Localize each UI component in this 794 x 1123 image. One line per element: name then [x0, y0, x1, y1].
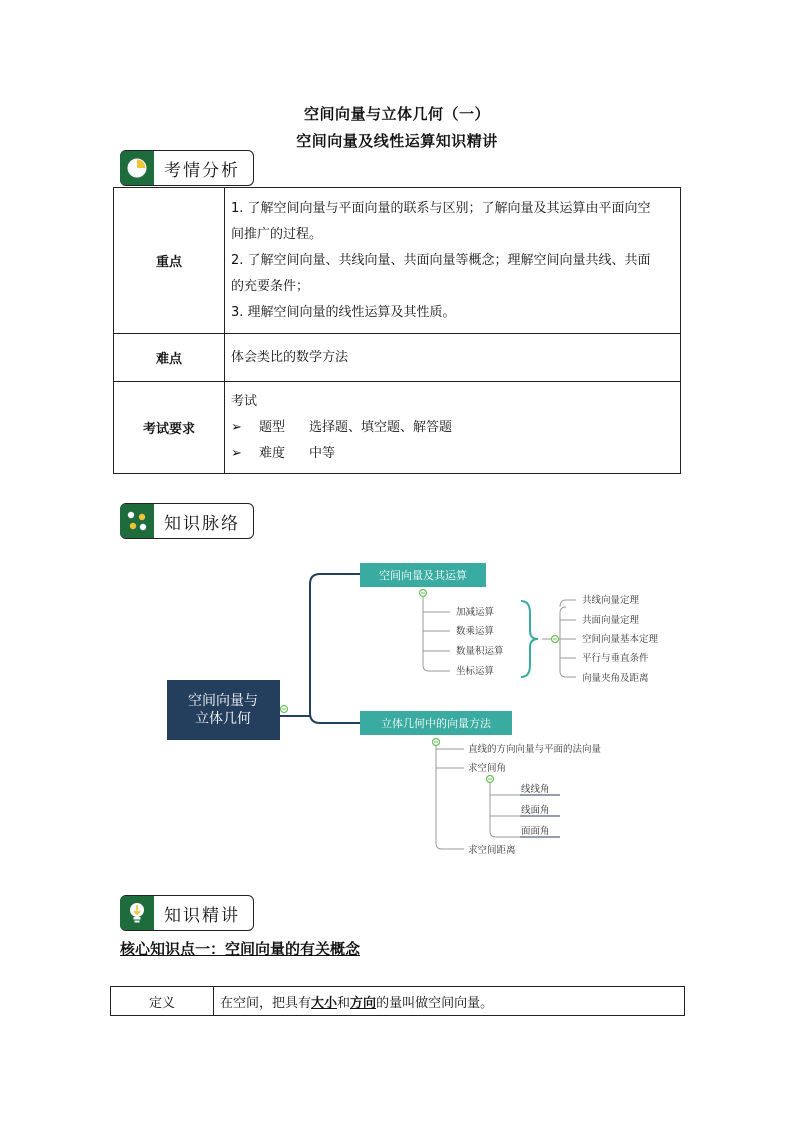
mindmap-theorem: 空间向量基本定理 [582, 634, 659, 645]
mindmap-theorem: 共线向量定理 [582, 595, 640, 606]
section-header-lecture [120, 895, 254, 931]
section-label-analysis: 考情分析 [164, 160, 240, 181]
exam-row [231, 415, 674, 441]
exam-intro: 考试 [231, 393, 258, 409]
lightbulb-icon [120, 896, 154, 930]
definition-keyword: 方向 [350, 995, 377, 1011]
key-point-line: 2. 了解空间向量、共线向量、共面向量等概念；理解空间向量共线、共面 [231, 252, 651, 268]
document-title: 空间向量与立体几何（一） [303, 105, 490, 123]
mindmap-op: 数量积运算 [456, 646, 504, 657]
key-point-line: 3. 理解空间向量的线性运算及其性质。 [231, 304, 456, 320]
definition-text: 和 [337, 995, 351, 1011]
analysis-table [113, 187, 681, 474]
mindmap-op: 坐标运算 [456, 666, 495, 677]
mindmap-item: 求空间距离 [468, 845, 516, 856]
mindmap-connector [310, 574, 360, 723]
definition-body [214, 987, 685, 1016]
key-points-head: 重点 [114, 188, 225, 334]
definition-text: 的量叫做空间向量。 [376, 995, 494, 1011]
definition-text: 在空间，把具有 [220, 995, 312, 1011]
key-points-body [225, 188, 681, 334]
difficulties-body: 体会类比的数学方法 [225, 334, 681, 382]
mindmap-op: 加减运算 [456, 607, 495, 618]
mindmap-angle: 线面角 [521, 805, 550, 816]
mindmap-theorem: 共面向量定理 [582, 615, 640, 626]
exam-row-value: 选择题、填空题、解答题 [309, 419, 453, 435]
mindmap-root-line: 立体几何 [195, 711, 251, 727]
difficulties-head: 难点 [114, 334, 225, 382]
key-point-line: 1. 了解空间向量与平面向量的联系与区别；了解向量及其运算由平面向空 [231, 200, 651, 216]
exam-row-key: 难度 [259, 445, 286, 461]
exam-body [225, 382, 681, 474]
exam-head: 考试要求 [114, 382, 225, 474]
definition-head: 定义 [111, 987, 214, 1016]
mindmap-brace [521, 601, 538, 677]
mindmap-root-line: 空间向量与 [188, 693, 258, 709]
mindmap-angle: 线线角 [521, 784, 550, 795]
knowledge-mindmap [150, 555, 690, 865]
mindmap-angle: 面面角 [521, 826, 550, 837]
mindmap-theorem: 向量夹角及距离 [582, 673, 649, 684]
definition-table [110, 986, 685, 1016]
mindmap-branch-1-label: 空间向量及其运算 [379, 569, 467, 582]
section-header-analysis [120, 150, 254, 186]
section-label-lecture: 知识精讲 [164, 905, 240, 926]
mindmap-branch-2-label: 立体几何中的向量方法 [381, 717, 491, 730]
section-header-context [120, 503, 254, 539]
knowledge-point-title: 核心知识点一：空间向量的有关概念 [120, 940, 361, 958]
definition-keyword: 大小 [311, 995, 338, 1011]
mindmap-theorem: 平行与垂直条件 [582, 653, 649, 664]
pie-chart-icon [120, 151, 154, 185]
key-point-line: 的充要条件； [231, 278, 310, 294]
network-nodes-icon [120, 504, 154, 538]
mindmap-op: 数乘运算 [456, 626, 495, 637]
exam-row-key: 题型 [259, 419, 286, 435]
exam-row [231, 441, 674, 467]
document-subtitle: 空间向量及线性运算知识精讲 [296, 132, 498, 150]
arrow-bullet-icon: ➢ [231, 445, 242, 461]
arrow-bullet-icon: ➢ [231, 419, 242, 435]
mindmap-item: 求空间角 [468, 763, 507, 774]
mindmap-item: 直线的方向向量与平面的法向量 [468, 744, 602, 755]
mindmap-root [167, 680, 280, 740]
key-point-line: 间推广的过程。 [231, 226, 323, 242]
section-label-context: 知识脉络 [164, 513, 240, 534]
exam-row-value: 中等 [309, 445, 336, 461]
